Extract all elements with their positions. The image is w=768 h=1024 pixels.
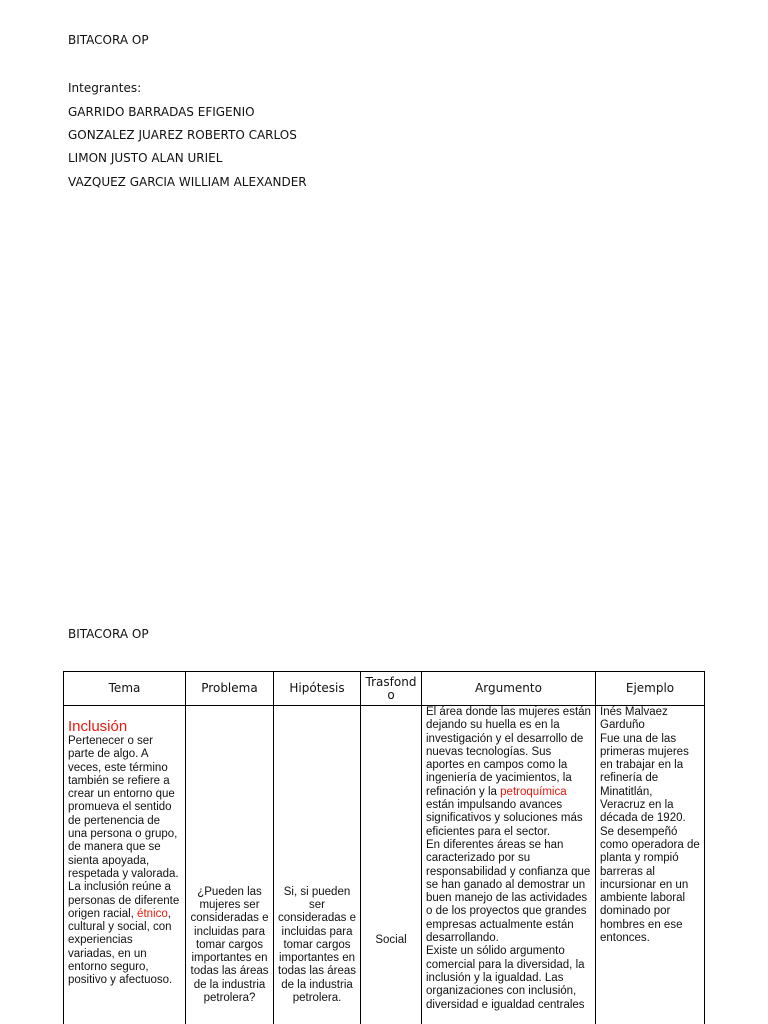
header-tema: Tema: [64, 672, 186, 706]
cell-trasfondo: [361, 706, 422, 1024]
member-name: GONZALEZ JUAREZ ROBERTO CARLOS: [68, 128, 297, 142]
members-label: Integrantes:: [68, 81, 142, 95]
problema-text: ¿Pueden las mujeres ser consideradas e incluidas para tomar cargos importantes en todas las áreas de la industria petrolera?: [190, 885, 269, 1005]
tema-highlight: étnico: [137, 907, 168, 920]
trasfondo-text: Social: [375, 933, 407, 946]
table-header-row: [64, 672, 705, 706]
tema-title: Inclusión: [68, 718, 128, 735]
cell-argumento: [422, 706, 596, 1024]
member-name: LIMON JUSTO ALAN URIEL: [68, 151, 223, 165]
header-trasfondo: Trasfondo: [361, 672, 422, 706]
tema-text: Pertenecer o ser parte de algo. A veces, este término también se refiere a crear un entorno que promueva el sentido de pertenencia de una persona o grupo, de manera que se sienta apoyada, respetada y valorada. La inclusión reúne a personas de diferente origen racial,: [68, 735, 180, 920]
bitacora-table: [63, 671, 705, 1024]
cell-ejemplo: [596, 706, 705, 1024]
ejemplo-text: Fue una de las primeras mujeres en trabajar en la refinería de Minatitlán, Veracruz en la década de 1920. Se desempeñó como operadora de planta y rompió barreras al incursionar en un ambiente laboral dominado por hombres en ese entonces.: [600, 732, 700, 945]
cell-tema: [64, 706, 186, 1024]
table-row: [64, 706, 705, 1024]
argumento-text-end: están impulsando avances significativos y soluciones más eficientes para el sector.: [426, 799, 583, 838]
argumento-paragraph: En diferentes áreas se han caracterizado por su responsabilidad y confianza que se han ganado al demostrar un buen manejo de las actividades o de los proyectos que grandes empresas actualmente están desarrollando.: [426, 838, 591, 945]
argumento-text: El área donde las mujeres están dejando su huella es en la investigación y el desarrollo de nuevas tecnologías. Sus aportes en campos como la ingeniería de yacimientos, la refinación y la: [426, 706, 591, 798]
cell-hipotesis: [274, 706, 361, 1024]
member-name: GARRIDO BARRADAS EFIGENIO: [68, 105, 255, 119]
section-title: BITACORA OP: [68, 627, 149, 641]
document-title: BITACORA OP: [68, 33, 149, 47]
header-argumento: Argumento: [422, 672, 596, 706]
member-name: VAZQUEZ GARCIA WILLIAM ALEXANDER: [68, 175, 307, 189]
argumento-paragraph: Existe un sólido argumento comercial para la diversidad, la inclusión y la igualdad. Las organizaciones con inclusión, diversidad e igualdad centrales: [426, 945, 585, 1011]
header-problema: Problema: [186, 672, 274, 706]
hipotesis-text: Si, si pueden ser consideradas e incluidas para tomar cargos importantes en todas las áreas de la industria petrolera.: [278, 885, 356, 1005]
header-ejemplo: Ejemplo: [596, 672, 705, 706]
cell-problema: [186, 706, 274, 1024]
argumento-highlight: petroquímica: [500, 785, 567, 798]
header-hipotesis: Hipótesis: [274, 672, 361, 706]
tema-text-end: , cultural y social, con experiencias variadas, en un entorno seguro, positivo y afectuoso.: [68, 907, 173, 987]
ejemplo-name: Inés Malvaez Garduño: [600, 706, 668, 732]
